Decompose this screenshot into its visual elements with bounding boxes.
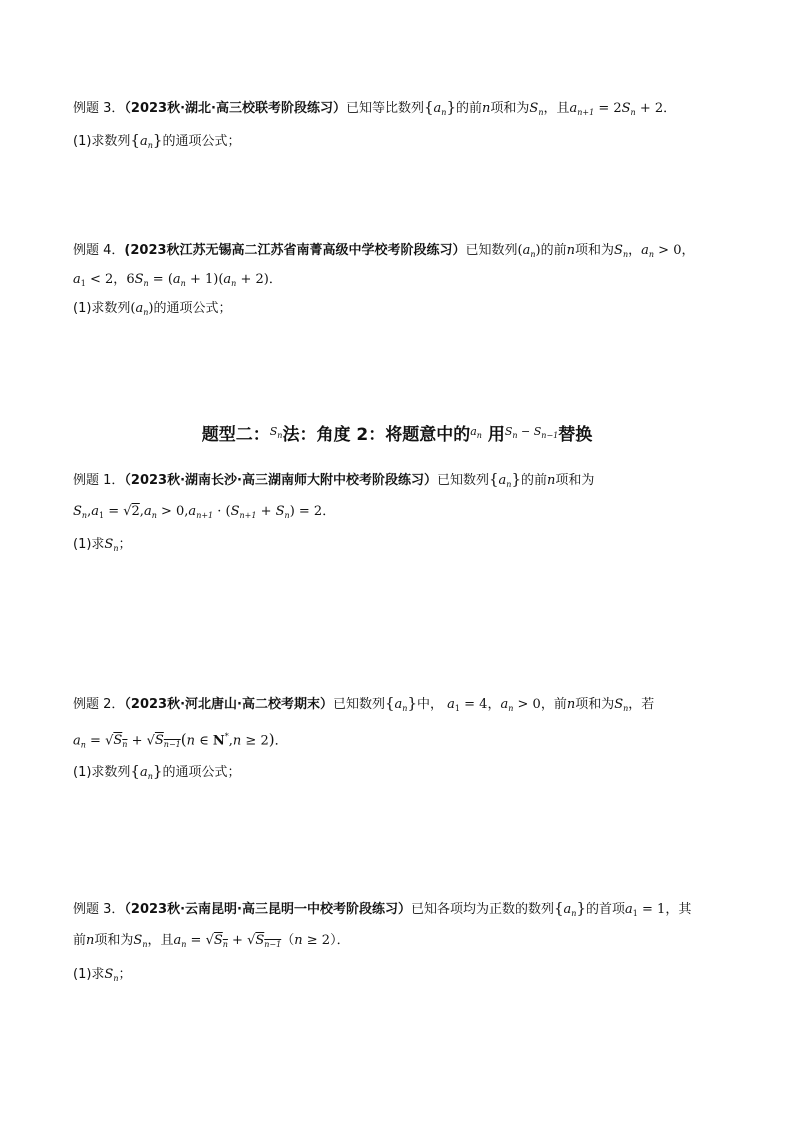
- example-1-part-1: (1)求$S_n$；: [73, 537, 132, 553]
- example-3-yunnan-condition: 前n项和为$S_n$，且$a_n = √S_n + √S_{n-1}(n \ge 2)$．: [73, 933, 350, 949]
- example-3-hubei-part-1: (1)求数列$\{a_n\}$的通项公式；: [73, 131, 241, 150]
- example-source: （2023秋·湖南长沙·高三湖南师大附中校考阶段练习）: [124, 473, 437, 488]
- example-source: （2023秋·河北唐山·高二校考期末）: [124, 697, 333, 712]
- example-4-condition: $a_1 < 2$，$6S_n = (a_n + 1)(a_n + 2)$．: [73, 272, 282, 288]
- example-label: 例题 1．: [73, 473, 125, 488]
- example-1-stem: 例题 1．（2023秋·湖南长沙·高三湖南师大附中校考阶段练习）已知数列$\{a_n\}$的前n项和为: [73, 470, 595, 489]
- example-label: 例题 2．: [73, 697, 125, 712]
- example-label: 例题 3．: [73, 101, 125, 116]
- example-source: （2023秋·云南昆明·高三昆明一中校考阶段练习）: [124, 902, 411, 917]
- example-source: (2023秋江苏无锡高二江苏省南菁高级中学校考阶段练习）: [124, 243, 466, 258]
- example-4-part-1: (1)求数列$(a_n)$的通项公式；: [73, 301, 232, 317]
- example-label: 例题 3．: [73, 902, 125, 917]
- example-1-condition: $S_n,a_1 = √2,a_n > 0,a_{n+1} \cdot (S_{n+1} + S_n) = 2$．: [73, 504, 336, 520]
- example-source: （2023秋·湖北·高三校联考阶段练习）: [124, 101, 346, 116]
- example-3-yunnan-stem: 例题 3．（2023秋·云南昆明·高三昆明一中校考阶段练习）已知各项均为正数的数列$\{a_n\}$的首项$a_1 = 1$，其: [73, 899, 692, 918]
- example-2-condition: $a_n = √S_n + √S_{n-1}(n$ ∈ N*,n ≥ 2)．: [73, 730, 288, 750]
- example-2-stem: 例题 2．（2023秋·河北唐山·高二校考期末）已知数列$\{a_n\}$中， $a_1 = 4$，$a_n > 0$，前n项和为$S_n$，若: [73, 694, 655, 713]
- example-2-part-1: (1)求数列$\{a_n\}$的通项公式；: [73, 762, 241, 781]
- example-4-stem: 例题 4．(2023秋江苏无锡高二江苏省南菁高级中学校考阶段练习）已知数列$(a_n)$的前n项和为$S_n$，$a_n > 0$，: [73, 243, 695, 259]
- example-3-yunnan-part-1: (1)求$S_n$；: [73, 967, 132, 983]
- section-heading: 题型二：$^{S_n}$法：角度 2：将题意中的$^{a_n}$ 用$^{S_n - S_{n-1}}$替换: [201, 425, 593, 445]
- example-3-hubei-stem: 例题 3．（2023秋·湖北·高三校联考阶段练习）已知等比数列$\{a_n\}$的前n项和为$S_n$，且$a_{n+1} = 2S_n + 2$．: [73, 98, 677, 117]
- example-label: 例题 4．: [73, 243, 125, 258]
